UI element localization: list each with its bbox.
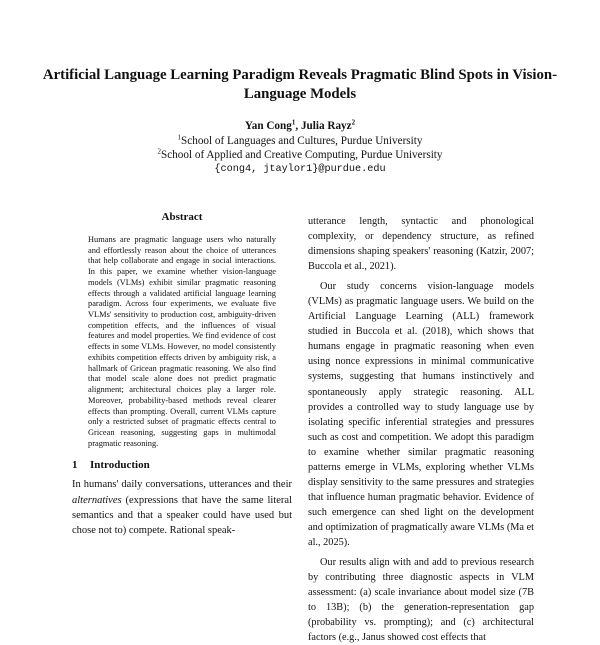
body-paragraph: Our results align with and add to previous research by contributing three diagnostic aspects in VLM assessment: (a) scale invariance about model size (7B to 13B); (b) the generation-representation gap (probability vs. prompting); and (c) architectural factors (e.g., Janus showed cost effects that [308,557,534,644]
author-separator: , [295,120,301,132]
emphasized-term: alternatives [72,494,122,506]
paragraph-text: In humans' daily conversations, utterances and their [72,479,292,491]
affiliation-text: School of Languages and Cultures, Purdue University [181,134,423,147]
abstract-heading: Abstract [161,211,203,223]
author-name: Julia Rayz [300,120,352,132]
section-heading-introduction [72,459,292,471]
author-name: Yan Cong [244,120,292,132]
section-number: 1 [72,459,78,472]
affiliation-marker: 1 [177,132,182,141]
section-title: Introduction [90,459,150,472]
abstract-text: Humans are pragmatic language users who naturally and effortlessly reason about the choice of utterances that help collaborate and engage in social interactions. In this paper, we examine whether vision-language models (VLMs) exhibit similar pragmatic reasoning effects through a validated artificial language learning paradigm. Across four experiments, we evaluate five VLMs' sensitivity to production cost, ambiguity-driven competition effects, and the influences of visual features and model properties. We find evidence of cost effects in some VLMs. However, no model consistently exhibits competition effects driven by ambiguity risk, a hallmark of Gricean pragmatic reasoning. We also find that model scale alone does not predict pragmatic alignment; architectural choices play a larger role. Moreover, probability-based methods reveal clearer effects than prompting. Overall, current VLMs capture only a restricted subset of pragmatic effects central to Gricean reasoning, suggesting gaps in multimodal pragmatic reasoning. [88,235,276,448]
body-paragraph: Our study concerns vision-language models (VLMs) as pragmatic language users. We build on the Artificial Language Learning (ALL) framework studied in Buccola et al. (2018), which shows that humans engage in pragmatic reasoning when even using nonce expressions in minimal communicative systems, suggesting that humans instinctively and spontaneously apply strategic reasoning. ALL provides a controlled way to study language use by isolating specific inferential strategies and pressures such as cost and competition. We adopt this paradigm to examine whether similar pragmatic reasoning patterns emerge in VLMs, exploring whether VLMs display sensitivity to the same pressures and strategies that influence human pragmatic behavior. Evidence of such emergence can shed light on the development and optimization of pragmatically aware VLMs (Ma et al., 2025). [308,281,534,548]
author-names [40,119,560,134]
affiliation-line [40,134,560,149]
paper-title: Artificial Language Learning Paradigm Reveals Pragmatic Blind Spots in Vision-Language Models [42,67,558,102]
affiliation-text: School of Applied and Creative Computing, Purdue University [160,149,443,162]
introduction-paragraph [72,477,292,538]
body-paragraph: utterance length, syntactic and phonological complexity, or dependency structure, as refined dimensions shaping speakers' reasoning (Katzir, 2007; Buccola et al., 2021). [308,216,534,273]
affiliation-line [40,148,560,163]
author-email: {cong4, jtaylor1}@purdue.edu [214,163,386,175]
affiliation-marker: 2 [351,118,356,127]
left-column [72,211,292,538]
affiliation-marker: 1 [291,118,296,127]
paragraph-text: (expressions that have the same literal semantics and that a speaker could have used but chose not to) compete. Rational speak- [72,494,292,536]
author-block [40,119,560,177]
affiliation-marker: 2 [157,147,161,156]
right-column [308,214,534,645]
